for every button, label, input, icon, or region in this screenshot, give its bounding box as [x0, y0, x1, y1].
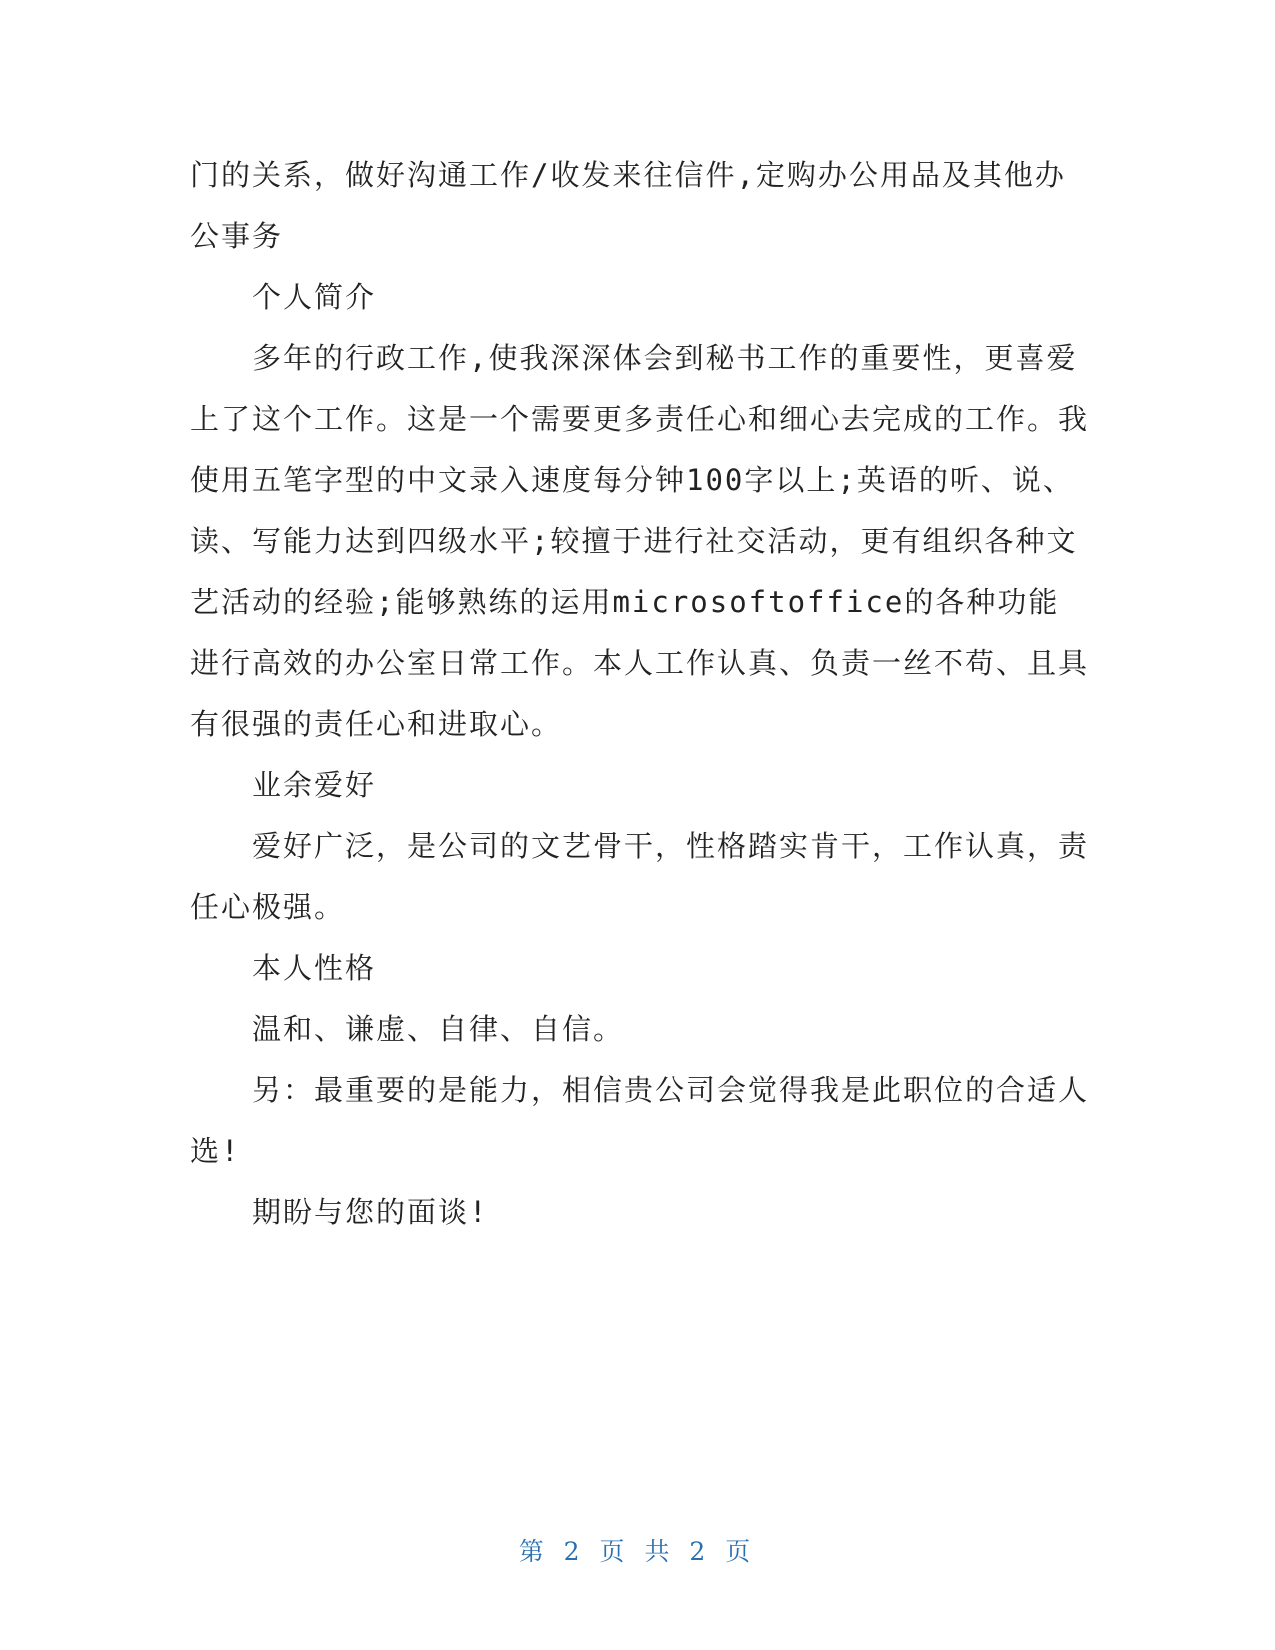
- document-body: [190, 145, 1090, 1243]
- paragraph-office-duties: 门的关系，做好沟通工作/收发来往信件,定购办公用品及其他办公事务: [190, 158, 1066, 253]
- paragraph-closing-note: 另：最重要的是能力，相信贵公司会觉得我是此职位的合适人选!: [190, 1073, 1090, 1168]
- paragraph-personality: 温和、谦虚、自律、自信。: [252, 1012, 625, 1046]
- heading-hobbies: 业余爱好: [252, 768, 377, 802]
- paragraph-hobbies: 爱好广泛，是公司的文艺骨干，性格踏实肯干，工作认真，责任心极强。: [190, 829, 1090, 924]
- heading-personal-profile: 个人简介: [252, 280, 377, 314]
- paragraph-closing-wish: 期盼与您的面谈!: [252, 1195, 489, 1229]
- paragraph-personal-profile: 多年的行政工作,使我深深体会到秘书工作的重要性，更喜爱上了这个工作。这是一个需要更多责任心和细心去完成的工作。我使用五笔字型的中文录入速度每分钟100字以上;英语的听、说、读、写能力达到四级水平;较擅于进行社交活动，更有组织各种文艺活动的经验;能够熟练的运用microsoftoffice的各种功能进行高效的办公室日常工作。本人工作认真、负责一丝不苟、且具有很强的责任心和进取心。: [190, 341, 1090, 741]
- page-number-footer: 第 2 页 共 2 页: [518, 1537, 757, 1566]
- heading-personality: 本人性格: [252, 951, 377, 985]
